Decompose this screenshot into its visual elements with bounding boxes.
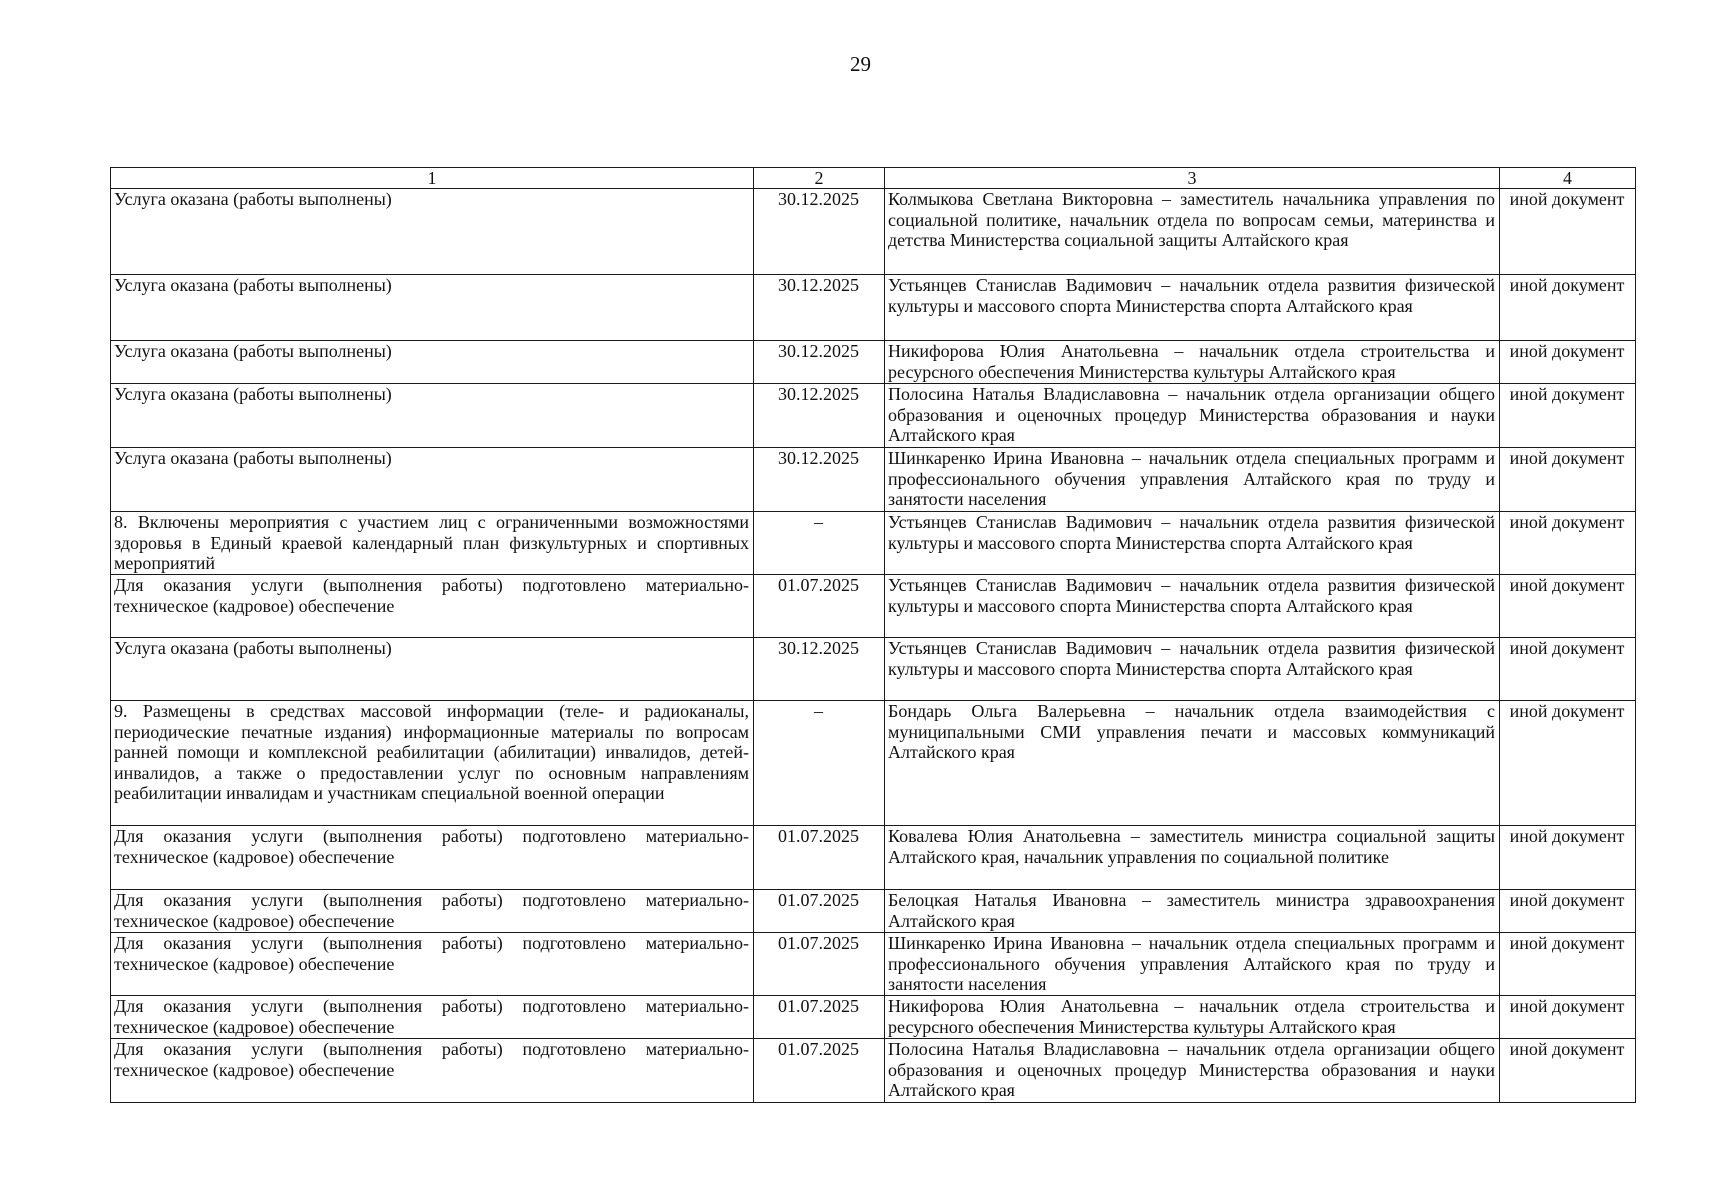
row-description: Услуга оказана (работы выполнены)	[111, 189, 754, 275]
row-responsible: Устьянцев Станислав Вадимович – начальник отдела развития физической культуры и массового спорта Министерства спорта Алтайского края	[885, 638, 1500, 701]
header-col-3: 3	[885, 168, 1500, 189]
row-description: Услуга оказана (работы выполнены)	[111, 384, 754, 448]
row-document: иной документ	[1500, 933, 1636, 996]
row-responsible: Шинкаренко Ирина Ивановна – начальник отдела специальных программ и профессионального обучения управления Алтайского края по труду и занятости населения	[885, 933, 1500, 996]
row-date: 30.12.2025	[754, 189, 885, 275]
row-responsible: Полосина Наталья Владиславовна – начальник отдела организации общего образования и оценочных процедур Министерства образования и науки Алтайского края	[885, 384, 1500, 448]
row-description: Для оказания услуги (выполнения работы) подготовлено материально-техническое (кадровое) обеспечение	[111, 826, 754, 890]
row-description: Услуга оказана (работы выполнены)	[111, 341, 754, 384]
table-row	[111, 933, 1636, 996]
row-responsible: Никифорова Юлия Анатольевна – начальник отдела строительства и ресурсного обеспечения Министерства культуры Алтайского края	[885, 996, 1500, 1039]
header-col-1: 1	[111, 168, 754, 189]
row-responsible: Шинкаренко Ирина Ивановна – начальник отдела специальных программ и профессионального обучения управления Алтайского края по труду и занятости населения	[885, 448, 1500, 512]
row-description: Для оказания услуги (выполнения работы) подготовлено материально-техническое (кадровое) обеспечение	[111, 996, 754, 1039]
table-row	[111, 189, 1636, 275]
row-document: иной документ	[1500, 448, 1636, 512]
row-document: иной документ	[1500, 512, 1636, 575]
document-table	[110, 167, 1636, 1103]
header-col-2: 2	[754, 168, 885, 189]
table-header-row	[111, 168, 1636, 189]
table-row	[111, 701, 1636, 826]
header-col-4: 4	[1500, 168, 1636, 189]
row-responsible: Полосина Наталья Владиславовна – начальник отдела организации общего образования и оценочных процедур Министерства образования и науки Алтайского края	[885, 1039, 1500, 1103]
row-responsible: Ковалева Юлия Анатольевна – заместитель министра социальной защиты Алтайского края, начальник управления по социальной политике	[885, 826, 1500, 890]
row-date: 30.12.2025	[754, 341, 885, 384]
row-date: 30.12.2025	[754, 448, 885, 512]
row-document: иной документ	[1500, 341, 1636, 384]
table-row	[111, 341, 1636, 384]
row-responsible: Устьянцев Станислав Вадимович – начальник отдела развития физической культуры и массового спорта Министерства спорта Алтайского края	[885, 575, 1500, 638]
row-description: Услуга оказана (работы выполнены)	[111, 275, 754, 341]
row-date: 30.12.2025	[754, 275, 885, 341]
row-document: иной документ	[1500, 189, 1636, 275]
row-description: Для оказания услуги (выполнения работы) подготовлено материально-техническое (кадровое) обеспечение	[111, 890, 754, 933]
row-description: Для оказания услуги (выполнения работы) подготовлено материально-техническое (кадровое) обеспечение	[111, 1039, 754, 1103]
table-row	[111, 275, 1636, 341]
row-description: Для оказания услуги (выполнения работы) подготовлено материально-техническое (кадровое) обеспечение	[111, 933, 754, 996]
table-row	[111, 512, 1636, 575]
row-date: 01.07.2025	[754, 890, 885, 933]
table-row	[111, 638, 1636, 701]
row-description: Для оказания услуги (выполнения работы) подготовлено материально-техническое (кадровое) обеспечение	[111, 575, 754, 638]
row-date: 01.07.2025	[754, 826, 885, 890]
row-date: 30.12.2025	[754, 384, 885, 448]
row-responsible: Белоцкая Наталья Ивановна – заместитель министра здравоохранения Алтайского края	[885, 890, 1500, 933]
table-row	[111, 1039, 1636, 1103]
row-document: иной документ	[1500, 701, 1636, 826]
table-row	[111, 448, 1636, 512]
row-description: Услуга оказана (работы выполнены)	[111, 448, 754, 512]
table-row	[111, 890, 1636, 933]
table-row	[111, 826, 1636, 890]
row-document: иной документ	[1500, 890, 1636, 933]
row-date: 01.07.2025	[754, 1039, 885, 1103]
row-description: 8. Включены мероприятия с участием лиц с ограниченными возможностями здоровья в Единый краевой календарный план физкультурных и спортивных мероприятий	[111, 512, 754, 575]
row-document: иной документ	[1500, 384, 1636, 448]
table-row	[111, 996, 1636, 1039]
table-row	[111, 384, 1636, 448]
row-document: иной документ	[1500, 275, 1636, 341]
row-date: –	[754, 701, 885, 826]
row-description: 9. Размещены в средствах массовой информации (теле- и радиоканалы, периодические печатные издания) информационные материалы по вопросам ранней помощи и комплексной реабилитации (абилитации) инвалидов, детей-инвалидов, а также о предоставлении услуг по основным направлениям реабилитации инвалидам и участникам специальной военной операции	[111, 701, 754, 826]
row-date: 01.07.2025	[754, 933, 885, 996]
row-responsible: Никифорова Юлия Анатольевна – начальник отдела строительства и ресурсного обеспечения Министерства культуры Алтайского края	[885, 341, 1500, 384]
table-row	[111, 575, 1636, 638]
row-responsible: Бондарь Ольга Валерьевна – начальник отдела взаимодействия с муниципальными СМИ управления печати и массовых коммуникаций Алтайского края	[885, 701, 1500, 826]
row-date: –	[754, 512, 885, 575]
row-document: иной документ	[1500, 1039, 1636, 1103]
row-document: иной документ	[1500, 996, 1636, 1039]
row-date: 01.07.2025	[754, 575, 885, 638]
row-responsible: Устьянцев Станислав Вадимович – начальник отдела развития физической культуры и массового спорта Министерства спорта Алтайского края	[885, 512, 1500, 575]
page-number: 29	[850, 52, 871, 76]
row-document: иной документ	[1500, 575, 1636, 638]
row-date: 01.07.2025	[754, 996, 885, 1039]
row-responsible: Колмыкова Светлана Викторовна – заместитель начальника управления по социальной политике, начальник отдела по вопросам семьи, материнства и детства Министерства социальной защиты Алтайского края	[885, 189, 1500, 275]
row-date: 30.12.2025	[754, 638, 885, 701]
row-document: иной документ	[1500, 826, 1636, 890]
row-responsible: Устьянцев Станислав Вадимович – начальник отдела развития физической культуры и массового спорта Министерства спорта Алтайского края	[885, 275, 1500, 341]
row-description: Услуга оказана (работы выполнены)	[111, 638, 754, 701]
row-document: иной документ	[1500, 638, 1636, 701]
